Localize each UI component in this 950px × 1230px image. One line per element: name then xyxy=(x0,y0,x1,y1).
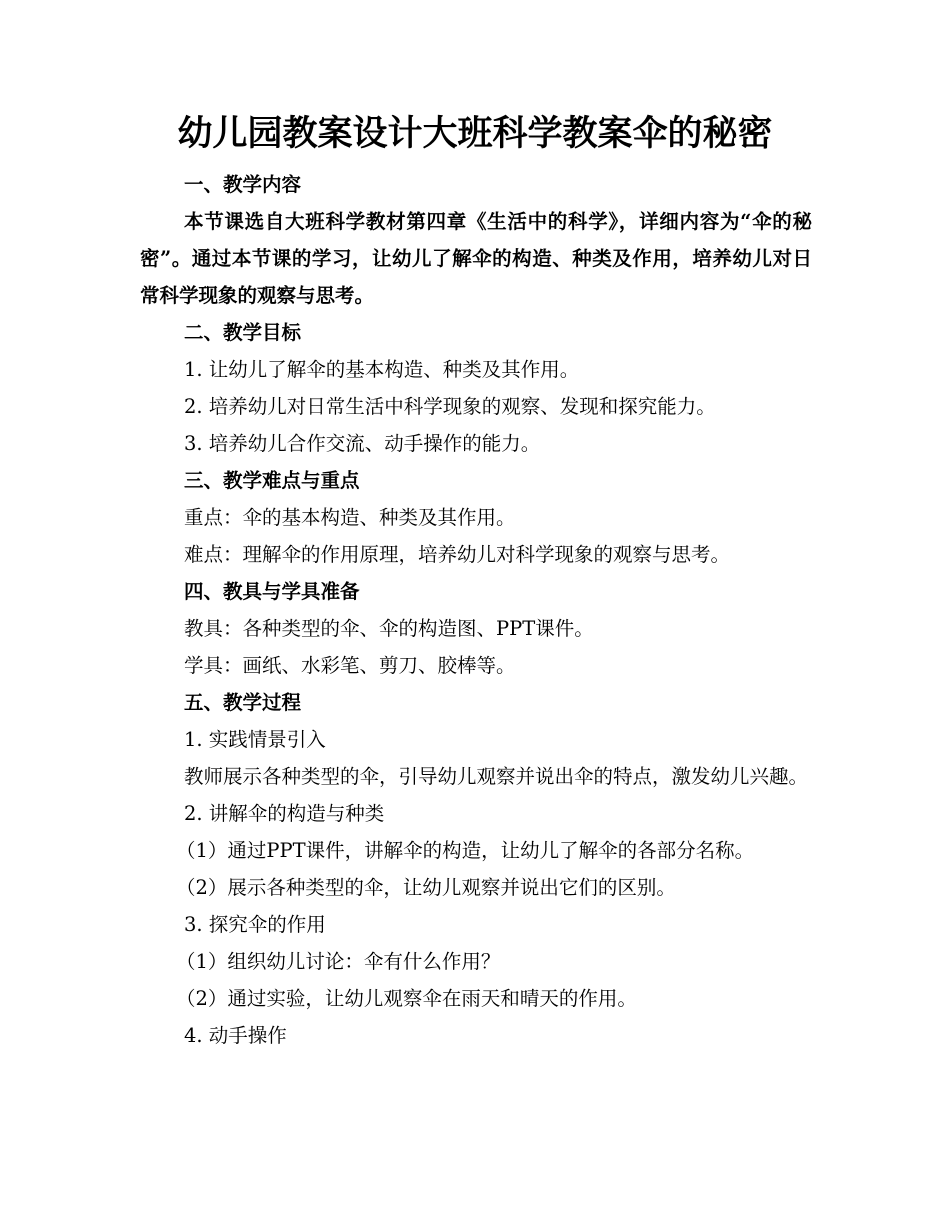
step-3-title: 3. 探究伞的作用 xyxy=(184,913,326,936)
step-4-title: 4. 动手操作 xyxy=(184,1024,287,1047)
section-heading-1: 一、教学内容 xyxy=(184,173,302,196)
teacher-tools-line: 教具：各种类型的伞、伞的构造图、PPT课件。 xyxy=(184,617,594,640)
key-point-line: 重点：伞的基本构造、种类及其作用。 xyxy=(184,506,516,529)
difficulty-line: 难点：理解伞的作用原理，培养幼儿对科学现象的观察与思考。 xyxy=(184,543,731,566)
section-1-paragraph: 本节课选自大班科学教材第四章《生活中的科学》，详细内容为“伞的秘密”。通过本节课的学习，让幼儿了解伞的构造、种类及作用，培养幼儿对日常科学现象的观察与思考。 xyxy=(140,210,812,307)
step-2-title: 2. 讲解伞的构造与种类 xyxy=(184,802,385,825)
section-heading-5: 五、教学过程 xyxy=(184,691,302,714)
step-1-title: 1. 实践情景引入 xyxy=(184,728,326,751)
step-3-item-2: （2）通过实验，让幼儿观察伞在雨天和晴天的作用。 xyxy=(176,987,637,1010)
section-heading-3: 三、教学难点与重点 xyxy=(184,469,360,492)
step-3-item-1: （1）组织幼儿讨论：伞有什么作用？ xyxy=(176,950,501,973)
step-1-paragraph: 教师展示各种类型的伞，引导幼儿观察并说出伞的特点，激发幼儿兴趣。 xyxy=(184,765,809,788)
step-2-item-2: （2）展示各种类型的伞，让幼儿观察并说出它们的区别。 xyxy=(176,876,676,899)
document-body xyxy=(140,166,812,1054)
section-heading-2: 二、教学目标 xyxy=(184,321,302,344)
page-title: 幼儿园教案设计大班科学教案伞的秘密 xyxy=(177,113,773,154)
objective-item-3: 3. 培养幼儿合作交流、动手操作的能力。 xyxy=(184,432,541,455)
section-heading-4: 四、教具与学具准备 xyxy=(184,580,360,603)
student-tools-line: 学具：画纸、水彩笔、剪刀、胶棒等。 xyxy=(184,654,516,677)
objective-item-2: 2. 培养幼儿对日常生活中科学现象的观察、发现和探究能力。 xyxy=(184,395,716,418)
objective-item-1: 1. 让幼儿了解伞的基本构造、种类及其作用。 xyxy=(184,358,580,381)
step-2-item-1: （1）通过PPT课件，讲解伞的构造，让幼儿了解伞的各部分名称。 xyxy=(176,839,755,862)
